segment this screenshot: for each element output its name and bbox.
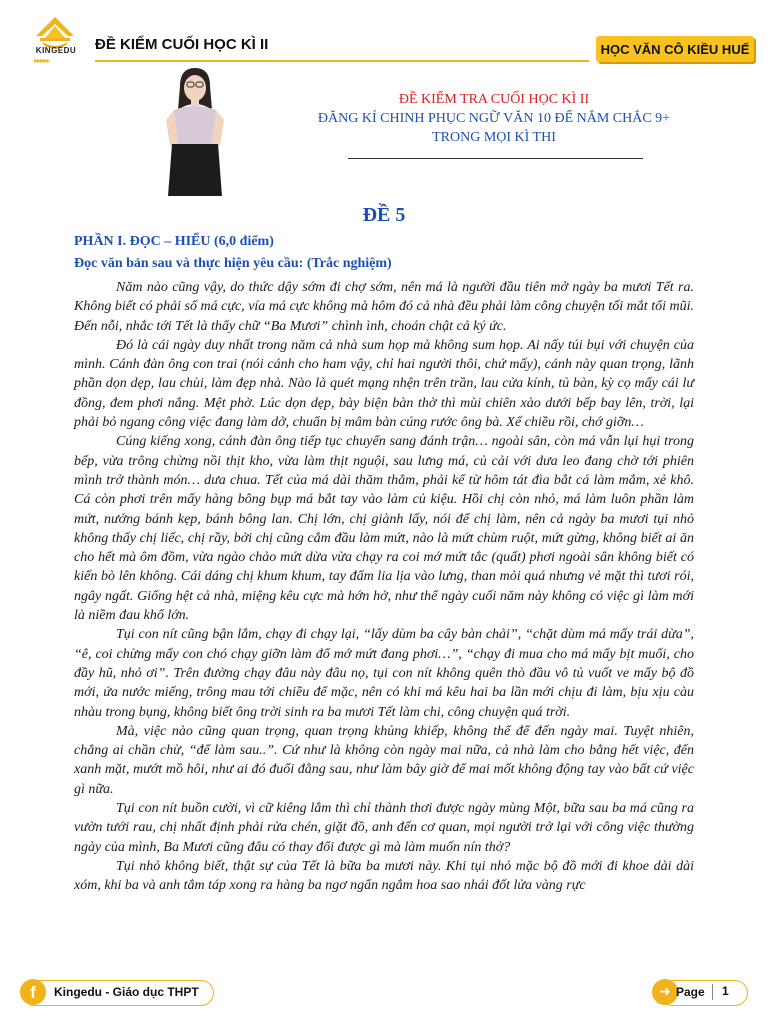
intro-subtitle-cont: TRONG MỌI KÌ THI: [432, 130, 556, 145]
exam-title: ĐỀ 5: [362, 204, 406, 226]
page-separator: [712, 984, 713, 1000]
decorative-arrows-icon: ▸▸▸▸▸: [34, 56, 50, 65]
teacher-photo: [160, 64, 230, 196]
logo-text: KINGEDU: [35, 46, 77, 55]
passage-paragraph: Tụi con nít cũng bận lắm, chạy đi chạy lại, “lấy dùm ba cây bàn chải”, “chặt dùm má mấy trái dừa”, “ê, coi chừng mấy con chó chạy giỡn làm đổ mớ mứt đang phơi…”, “chạy đi mua cho má mấy bịt muối, cho đầy hũ, nhỏ ơi”. Trên đường chạy đâu này đâu nọ, tụi con nít không quên thò đầu vô tủ vuốt ve mấy bộ đồ mới, ứa nước miếng, trông mau tới chiều để mặc, nên có khi má kêu hai ba lần mới chịu đi làm, bịu xịu càu nhàu trong bụng, không biết ông trời sinh ra ba mươi Tết làm chi, công chuyện quá trời.: [74, 627, 694, 720]
teacher-badge: HỌC VĂN CÔ KIỀU HUẾ: [596, 36, 754, 62]
instruction-text: Đọc văn bản sau và thực hiện yêu cầu: (Trắc nghiệm): [74, 256, 392, 271]
page-number: 1: [722, 984, 729, 998]
reading-passage: [74, 278, 694, 896]
intro-divider: [348, 158, 643, 159]
header-divider: [95, 60, 589, 62]
passage-paragraph: Đó là cái ngày duy nhất trong năm cả nhà sum họp mà không sum họp. Ai nấy túi bụi với chuyện của mình. Cánh đàn ông con trai (nói cánh cho ham vậy, chỉ hai người thôi, chứ mấy), cánh này quan trọng, lãnh phần dọn dẹp, lau chùi, làm đẹp nhà. Nào là quét mạng nhện trên trần, lau cửa kính, tủ bàn, kỳ cọ mấy cái lư đồng, đem phơi nắng. Mệt phờ. Lúc dọn dẹp, bày biện bàn thờ thì mùi chiên xào dưới bếp bay lên, trời, lại phải bỏ ngang công việc đang làm dở, chuẩn bị mâm bàn cúng rước ông bà. Xế chiều rồi, chớ giỡn…: [74, 337, 694, 431]
passage-paragraph: Cúng kiếng xong, cánh đàn ông tiếp tục chuyển sang đánh trận… ngoài sân, còn má vẫn lụi hụi trong bếp, vừa trông chừng nồi thịt kho, vừa làm thịt nguội, sau lưng má, củ cải với dưa leo đang chờ tới phiên mình trở thành món… dưa chua. Tết của má dài thăm thẳm, phải kể từ hôm tát đìa bắt cá làm mắm, xẻ khô. Cá còn phơi trên mấy hàng bông bụp má bắt tay vào làm củ kiệu. Hồi chị còn nhỏ, má làm luôn phần làm mứt, nướng bánh kẹp, bánh bông lan. Chị lớn, chị giành lấy, nói để chị làm, nên cả ngày ba mươi tụi nhỏ không thấy chị liếc, chị rầy, bởi chị cũng cắm đầu làm mứt, nào là mứt chùm ruột, mứt gừng, không biết ai ăn cho hết mà ôm đồm, vừa ngào chảo mứt dừa vừa chạy ra coi mớ mứt tắc (quất) phơi ngoài sân không biết có kiến bò lên không. Cái dáng chị khum khum, tay đấm lia lịa vào lưng, than mỏi quá nhưng vẻ mặt thì tươi rói, ngây ngất. Giống hệt cả nhà, miệng kêu cực mà hớn hở, như thể ngày cuối năm này không có việc gì làm mới là niềm đau khổ lớn.: [74, 434, 694, 624]
passage-paragraph: Tụi con nít buồn cười, vì cữ kiêng lắm thì chỉ thành thơi được ngày mùng Một, bữa sau ba má cũng ra vườn tưới rau, chị nhất định phải rửa chén, giặt đồ, anh đến cơ quan, mọi người trở lại với công việc thường ngày của mình, Ba Mươi cũng đâu có thay đổi được gì mà làm muốn nín thở?: [74, 801, 694, 855]
passage-paragraph: Mà, việc nào cũng quan trọng, quan trọng khủng khiếp, không thể để đến ngày mai. Tuyệt nhiên, chẳng ai chần chừ, “để làm sau..”. Cứ như là không còn ngày mai nữa, cả nhà làm cho bằng hết việc, đến xanh mặt, mướt mồ hôi, như ai đó đuổi đằng sau, như làm bây giờ để mai mốt không động tay vào bất cứ việc gì nữa.: [74, 723, 694, 797]
intro-subtitle: ĐĂNG KÍ CHINH PHỤC NGỮ VĂN 10 ĐỂ NẮM CHẮC 9+: [317, 111, 671, 126]
facebook-page-name[interactable]: Kingedu - Giáo dục THPT: [54, 985, 199, 999]
page-footer: [0, 972, 768, 1012]
arrow-right-icon: ➜: [652, 979, 678, 1005]
passage-paragraph: Tụi nhỏ không biết, thật sự của Tết là bữa ba mươi này. Khi tụi nhỏ mặc bộ đồ mới đi khoe dài dài xóm, khi ba và anh tắm táp xong ra hàng ba ngơ ngẩn ngắm hoa sao nhái đốt lửa vàng rực: [74, 858, 694, 894]
section-heading: PHẦN I. ĐỌC – HIỂU (6,0 điểm): [74, 234, 274, 249]
intro-block: [300, 90, 688, 147]
page-label: Page: [676, 985, 705, 999]
header-title: ĐỀ KIỂM CUỐI HỌC KÌ II: [95, 36, 269, 53]
facebook-icon[interactable]: f: [20, 979, 46, 1005]
intro-title: ĐỀ KIỂM TRA CUỐI HỌC KÌ II: [398, 92, 590, 107]
passage-paragraph: Năm nào cũng vậy, do thức dậy sớm đi chợ sớm, nên má là người đầu tiên mở ngày ba mươi Tết ra. Không biết có phải số má cực, vía má cực không mà hôm đó cả nhà đều phải làm công chuyện tối mắt tối mũi. Đến nỗi, nhắc tới Tết là thấy chữ “Ba Mươi” chình ình, choán chật cả ký ức.: [74, 280, 694, 334]
page-header: [0, 0, 768, 80]
